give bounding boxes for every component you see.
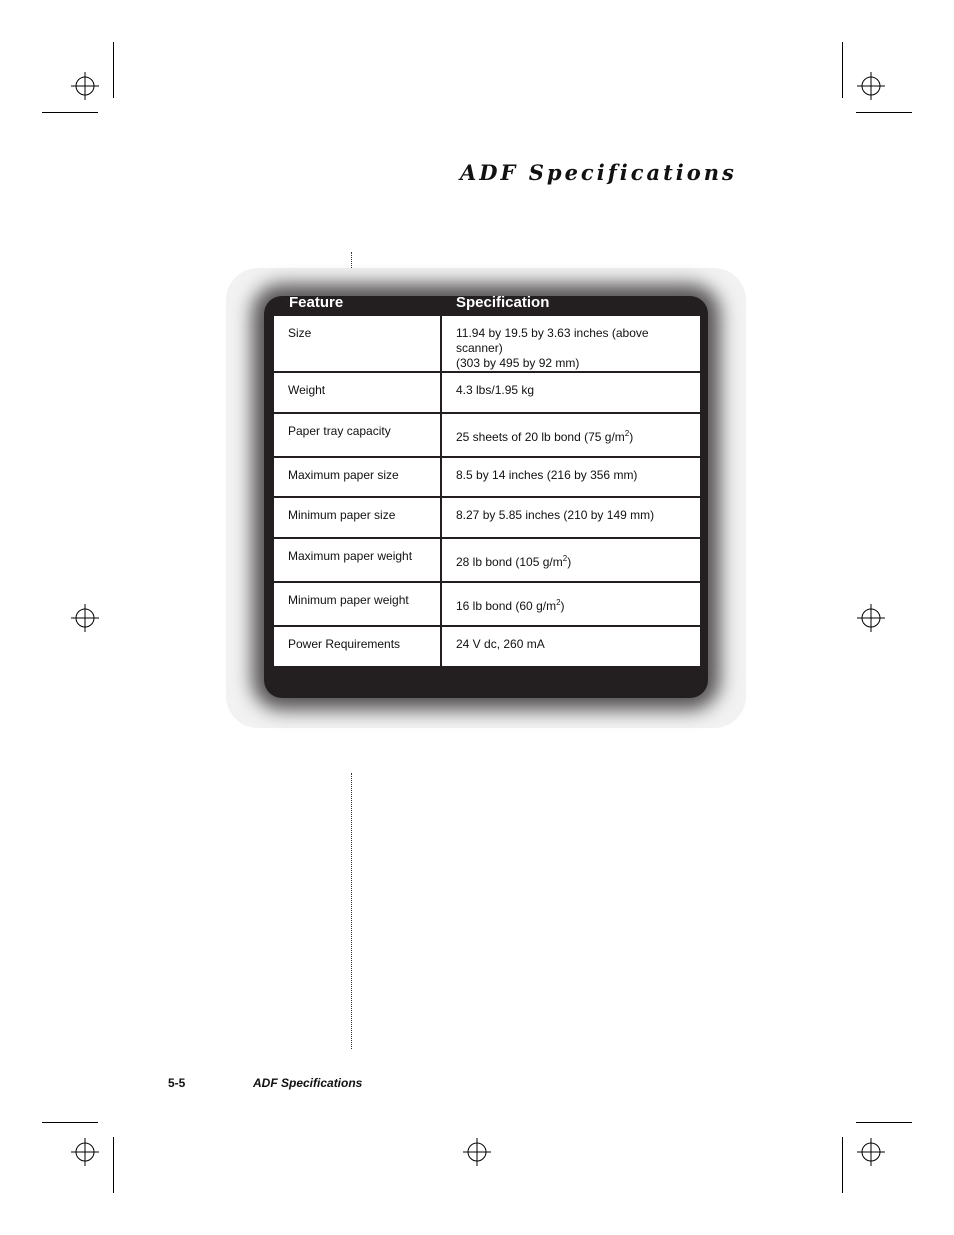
superscript: 2 <box>562 554 568 563</box>
spec-value-text: 25 sheets of 20 lb bond (75 g/m <box>456 430 625 444</box>
page-title: ADF Specifications <box>460 160 737 185</box>
header-feature: Feature <box>289 294 344 311</box>
feature-label: Power Requirements <box>288 637 401 651</box>
feature-label: Paper tray capacity <box>288 424 391 438</box>
crop-mark-bottom-right-horizontal <box>856 1122 912 1123</box>
superscript: 2 <box>556 598 561 607</box>
spec-cell <box>441 538 700 582</box>
registration-mark-icon <box>463 1138 491 1166</box>
feature-cell <box>274 413 441 457</box>
spec-cell <box>441 582 700 626</box>
spec-value-text: ) <box>629 430 634 444</box>
registration-mark-icon <box>71 604 99 632</box>
page-number: 5-5 <box>168 1076 186 1090</box>
spec-value-text: 28 lb bond (105 g/m <box>456 555 563 569</box>
feature-label: Size <box>288 326 312 340</box>
crop-mark-top-left-vertical <box>113 42 114 98</box>
spec-cell <box>441 413 700 457</box>
feature-cell <box>274 538 441 582</box>
spec-table <box>274 316 700 666</box>
table-row <box>274 497 700 538</box>
registration-mark-icon <box>857 604 885 632</box>
spec-value <box>456 426 686 445</box>
table-row <box>274 413 700 457</box>
feature-label: Weight <box>288 383 326 397</box>
feature-cell <box>274 497 441 538</box>
spec-cell <box>441 316 700 372</box>
registration-mark-icon <box>71 72 99 100</box>
spec-value: 8.5 by 14 inches (216 by 356 mm) <box>456 468 638 482</box>
crop-mark-top-right-vertical <box>842 42 843 98</box>
spec-value: 24 V dc, 260 mA <box>456 637 545 651</box>
registration-mark-icon <box>857 72 885 100</box>
spec-value <box>456 595 686 614</box>
margin-rule-bottom <box>351 773 352 1049</box>
table-row <box>274 457 700 497</box>
feature-cell <box>274 457 441 497</box>
table-row <box>274 582 700 626</box>
crop-mark-bottom-left-vertical <box>113 1137 114 1193</box>
table-row <box>274 626 700 666</box>
spec-value <box>456 551 686 570</box>
feature-label: Minimum paper size <box>288 508 396 522</box>
feature-cell <box>274 626 441 666</box>
crop-mark-top-left-horizontal <box>42 112 98 113</box>
footer-section-title: ADF Specifications <box>253 1076 363 1090</box>
spec-value-line: 11.94 by 19.5 by 3.63 inches (above scanner) <box>456 326 649 355</box>
crop-mark-top-right-horizontal <box>856 112 912 113</box>
feature-cell <box>274 372 441 413</box>
spec-value-line: (303 by 495 by 92 mm) <box>456 356 580 370</box>
feature-label: Minimum paper weight <box>288 593 409 607</box>
crop-mark-bottom-left-horizontal <box>42 1122 98 1123</box>
spec-value: 8.27 by 5.85 inches (210 by 149 mm) <box>456 508 655 522</box>
spec-value-text: ) <box>560 599 565 613</box>
spec-cell <box>441 372 700 413</box>
crop-mark-bottom-right-vertical <box>842 1137 843 1193</box>
table-row <box>274 538 700 582</box>
spec-value-text: 16 lb bond (60 g/m <box>456 599 557 613</box>
feature-cell <box>274 316 441 372</box>
registration-mark-icon <box>71 1138 99 1166</box>
spec-value: 4.3 lbs/1.95 kg <box>456 383 535 397</box>
spec-cell <box>441 626 700 666</box>
feature-label: Maximum paper weight <box>288 549 413 563</box>
feature-cell <box>274 582 441 626</box>
spec-cell <box>441 497 700 538</box>
table-row <box>274 316 700 372</box>
registration-mark-icon <box>857 1138 885 1166</box>
spec-value-text: ) <box>567 555 572 569</box>
header-specification: Specification <box>456 294 550 311</box>
margin-rule-top <box>351 252 352 268</box>
superscript: 2 <box>624 429 630 438</box>
table-row <box>274 372 700 413</box>
spec-cell <box>441 457 700 497</box>
feature-label: Maximum paper size <box>288 468 399 482</box>
